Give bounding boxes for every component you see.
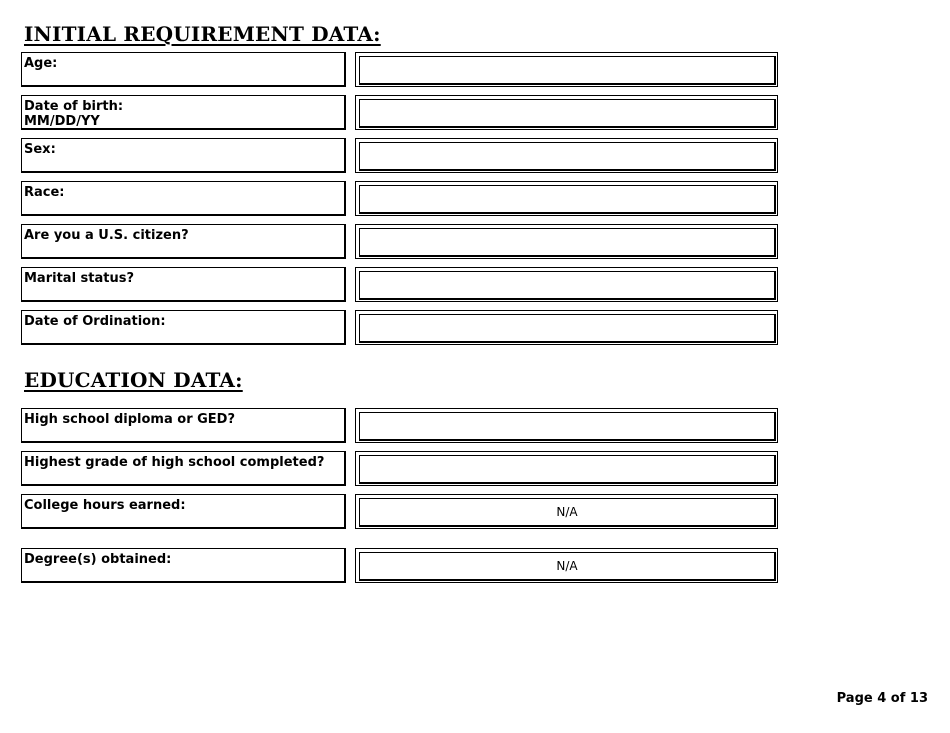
college-hours-value[interactable]: N/A	[359, 498, 776, 527]
degrees-label: Degree(s) obtained:	[21, 548, 346, 583]
citizen-field[interactable]	[355, 224, 778, 259]
highest-grade-label: Highest grade of high school completed?	[21, 451, 346, 486]
race-row	[21, 181, 778, 216]
marital-status-field[interactable]	[355, 267, 778, 302]
sex-field[interactable]	[355, 138, 778, 173]
race-label: Race:	[21, 181, 346, 216]
age-value[interactable]	[359, 56, 776, 85]
page-number: Page 4 of 13	[836, 691, 928, 706]
marital-status-value[interactable]	[359, 271, 776, 300]
sex-value[interactable]	[359, 142, 776, 171]
degrees-value[interactable]: N/A	[359, 552, 776, 581]
college-hours-row	[21, 494, 778, 529]
ordination-date-field[interactable]	[355, 310, 778, 345]
marital-status-row	[21, 267, 778, 302]
diploma-row	[21, 408, 778, 443]
citizen-row	[21, 224, 778, 259]
citizen-label: Are you a U.S. citizen?	[21, 224, 346, 259]
diploma-field[interactable]	[355, 408, 778, 443]
age-label: Age:	[21, 52, 346, 87]
date-of-birth-row	[21, 95, 778, 130]
initial-requirement-heading: INITIAL REQUIREMENT DATA:	[24, 22, 381, 46]
college-hours-label: College hours earned:	[21, 494, 346, 529]
marital-status-label: Marital status?	[21, 267, 346, 302]
date-of-birth-field[interactable]	[355, 95, 778, 130]
date-format-hint: MM/DD/YY	[24, 114, 100, 129]
age-row	[21, 52, 778, 87]
race-field[interactable]	[355, 181, 778, 216]
highest-grade-value[interactable]	[359, 455, 776, 484]
ordination-date-label: Date of Ordination:	[21, 310, 346, 345]
date-of-birth-value[interactable]	[359, 99, 776, 128]
sex-row	[21, 138, 778, 173]
college-hours-field[interactable]	[355, 494, 778, 529]
education-heading: EDUCATION DATA:	[24, 368, 243, 392]
ordination-date-value[interactable]	[359, 314, 776, 343]
race-value[interactable]	[359, 185, 776, 214]
highest-grade-field[interactable]	[355, 451, 778, 486]
degrees-row	[21, 548, 778, 583]
date-of-birth-label: Date of birth: MM/DD/YY	[21, 95, 346, 130]
diploma-label: High school diploma or GED?	[21, 408, 346, 443]
highest-grade-row	[21, 451, 778, 486]
diploma-value[interactable]	[359, 412, 776, 441]
age-field[interactable]	[355, 52, 778, 87]
ordination-date-row	[21, 310, 778, 345]
degrees-field[interactable]	[355, 548, 778, 583]
citizen-value[interactable]	[359, 228, 776, 257]
sex-label: Sex:	[21, 138, 346, 173]
